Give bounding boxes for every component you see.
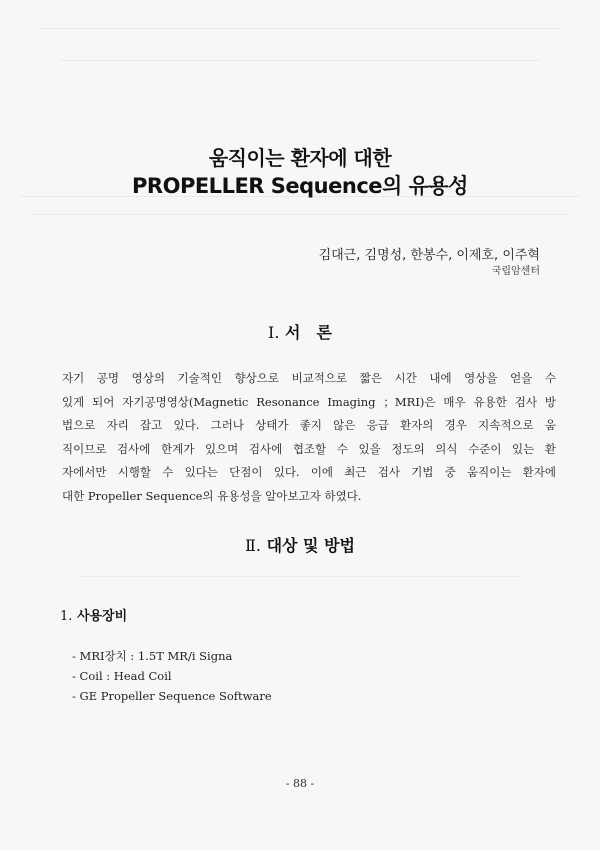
section-heading-methods [0, 533, 600, 556]
list-item: - MRI장치 : 1.5T MR/i Signa [72, 649, 233, 663]
paragraph-line: 직이므로 검사에 한계가 있으며 검사에 협조할 수 있을 정도의 의식 수준이 있는 환 [62, 441, 556, 456]
paragraph-line: 자에서만 시행할 수 있다는 단점이 있다. 이에 최근 검사 기법 중 움직이는 환자에 [62, 465, 556, 479]
section-number: Ⅰ. [268, 323, 280, 342]
affiliation: 국립암센터 [491, 266, 540, 277]
paper-title-line-2: PROPELLER Sequence의 유용성 [132, 174, 468, 198]
equipment-list [72, 646, 272, 706]
paper-title-line-1: 움직이는 환자에 대한 [208, 146, 392, 170]
page-number: - 88 - [285, 777, 315, 790]
section-title: 대상 및 방법 [266, 536, 355, 555]
section-title: 서 론 [285, 323, 332, 342]
section-number: Ⅱ. [245, 536, 261, 555]
scan-artifact [80, 576, 520, 577]
subsection-number: 1. [60, 609, 73, 624]
subsection-heading-equipment [60, 605, 127, 624]
list-item: - GE Propeller Sequence Software [72, 689, 272, 703]
paragraph-line: 있게 되어 자기공명영상(Magnetic Resonance Imaging ；MRI)은 매우 유용한 검사 방 [62, 394, 556, 409]
author-list: 김대근, 김명성, 한봉수, 이제호, 이주혁 [318, 248, 540, 263]
scan-artifact [60, 60, 540, 61]
paragraph-line: 자기 공명 영상의 기술적인 향상으로 비교적으로 짧은 시간 내에 영상을 얻을 수 [62, 371, 556, 385]
paragraph-line: 대한 Propeller Sequence의 유용성을 알아보고자 하였다. [62, 488, 362, 503]
scan-artifact [40, 28, 560, 29]
introduction-paragraph [62, 367, 556, 508]
scan-artifact [30, 214, 570, 215]
list-item: - Coil : Head Coil [72, 669, 172, 683]
subsection-title: 사용장비 [76, 609, 128, 624]
paragraph-line: 법으로 자리 잡고 있다. 그러나 상태가 좋지 않은 응급 환자의 경우 지속적으로 움 [62, 418, 556, 432]
section-heading-introduction [0, 320, 600, 343]
